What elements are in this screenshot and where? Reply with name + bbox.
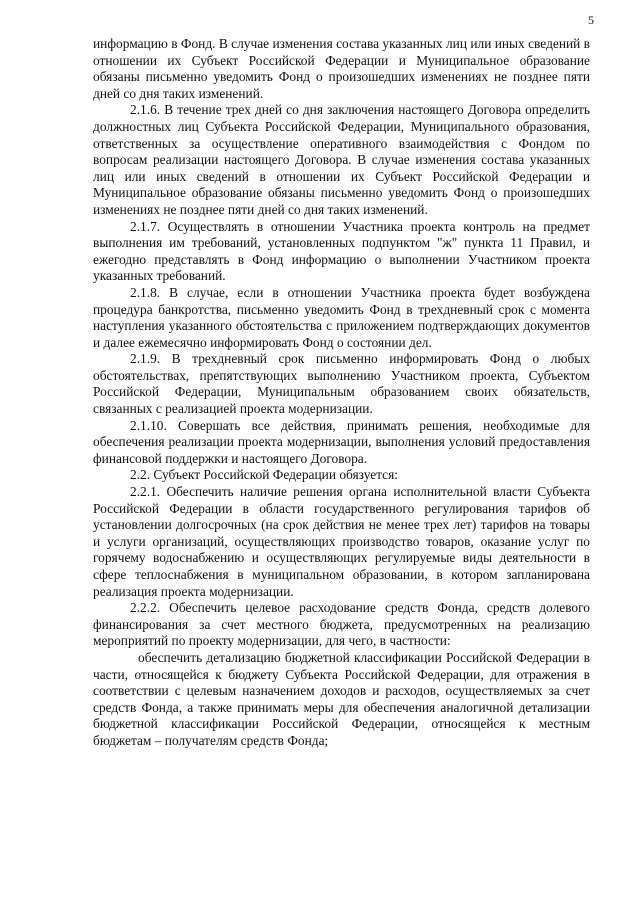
paragraph-continuation: информацию в Фонд. В случае изменения состава указанных лиц или иных сведений в отношении их Субъект Российской Федерации и Муниципальное образование обязаны письменно уведомить Фонд о произошедших изменениях не позднее пяти дней со дня таких изменений. [93,36,590,101]
paragraph-ensure-detailing: обеспечить детализацию бюджетной классификации Российской Федерации в части, относящейся к бюджету Субъекта Российской Федерации, для отражения в соответствии с целевым назначением доходов и расходов, осуществляемых за счет средств Фонда, а также принимать меры для обеспечения аналогичной детализации бюджетной классификации Российской Федерации, относящейся к местным бюджетам – получателям средств Фонда; [93,649,590,748]
paragraph-2-2-2: 2.2.2. Обеспечить целевое расходование средств Фонда, средств долевого финансирования за счет местного бюджета, предусмотренных на реализацию мероприятий по проекту модернизации, для чего, в частности: [93,600,590,649]
paragraph-2-1-10: 2.1.10. Совершать все действия, принимать решения, необходимые для обеспечения реализации проекта модернизации, выполнения условий предоставления финансовой поддержки и настоящего Договора. [93,417,590,466]
paragraph-2-2-1: 2.2.1. Обеспечить наличие решения органа исполнительной власти Субъекта Российской Федерации в области государственного регулирования тарифов об установлении долгосрочных (на срок действия не менее трех лет) тарифов на товары и услуги организаций, осуществляющих производство товаров, оказание услуг по горячему водоснабжению и осуществляющих регулируемые виды деятельности в сфере теплоснабжения в муниципальном образовании, в котором запланирована реализация проекта модернизации. [93,484,590,599]
paragraph-2-1-8: 2.1.8. В случае, если в отношении Участника проекта будет возбуждена процедура банкротства, письменно уведомить Фонд в трехдневный срок с момента наступления указанного обстоятельства с приложением подтверждающих документов и далее ежемесячно информировать Фонд о состоянии дел. [93,284,590,350]
paragraph-2-2: 2.2. Субъект Российской Федерации обязуется: [130,467,398,483]
document-body [93,36,590,750]
page-number: 5 [588,13,594,27]
paragraph-2-1-9: 2.1.9. В трехдневный срок письменно информировать Фонд о любых обстоятельствах, препятствующих выполнению Участником проекта, Субъектом Российской Федерации, Муниципальным образованием своих обязательств, связанных с реализацией проекта модернизации. [93,351,590,417]
paragraph-2-1-7: 2.1.7. Осуществлять в отношении Участника проекта контроль на предмет выполнения им требований, установленных подпунктом "ж" пункта 11 Правил, и ежегодно представлять в Фонд информацию о выполнении Участником проекта указанных требований. [93,218,590,284]
paragraph-2-1-6: 2.1.6. В течение трех дней со дня заключения настоящего Договора определить должностных лиц Субъекта Российской Федерации, Муниципального образования, ответственных за осуществление оперативного взаимодействия с Фондом по вопросам реализации настоящего Договора. В случае изменения состава указанных лиц или иных сведений в отношении их Субъект Российской Федерации и Муниципальное образование обязаны письменно уведомить Фонд о произошедших изменениях не позднее пяти дней со дня таких изменений. [93,102,590,217]
